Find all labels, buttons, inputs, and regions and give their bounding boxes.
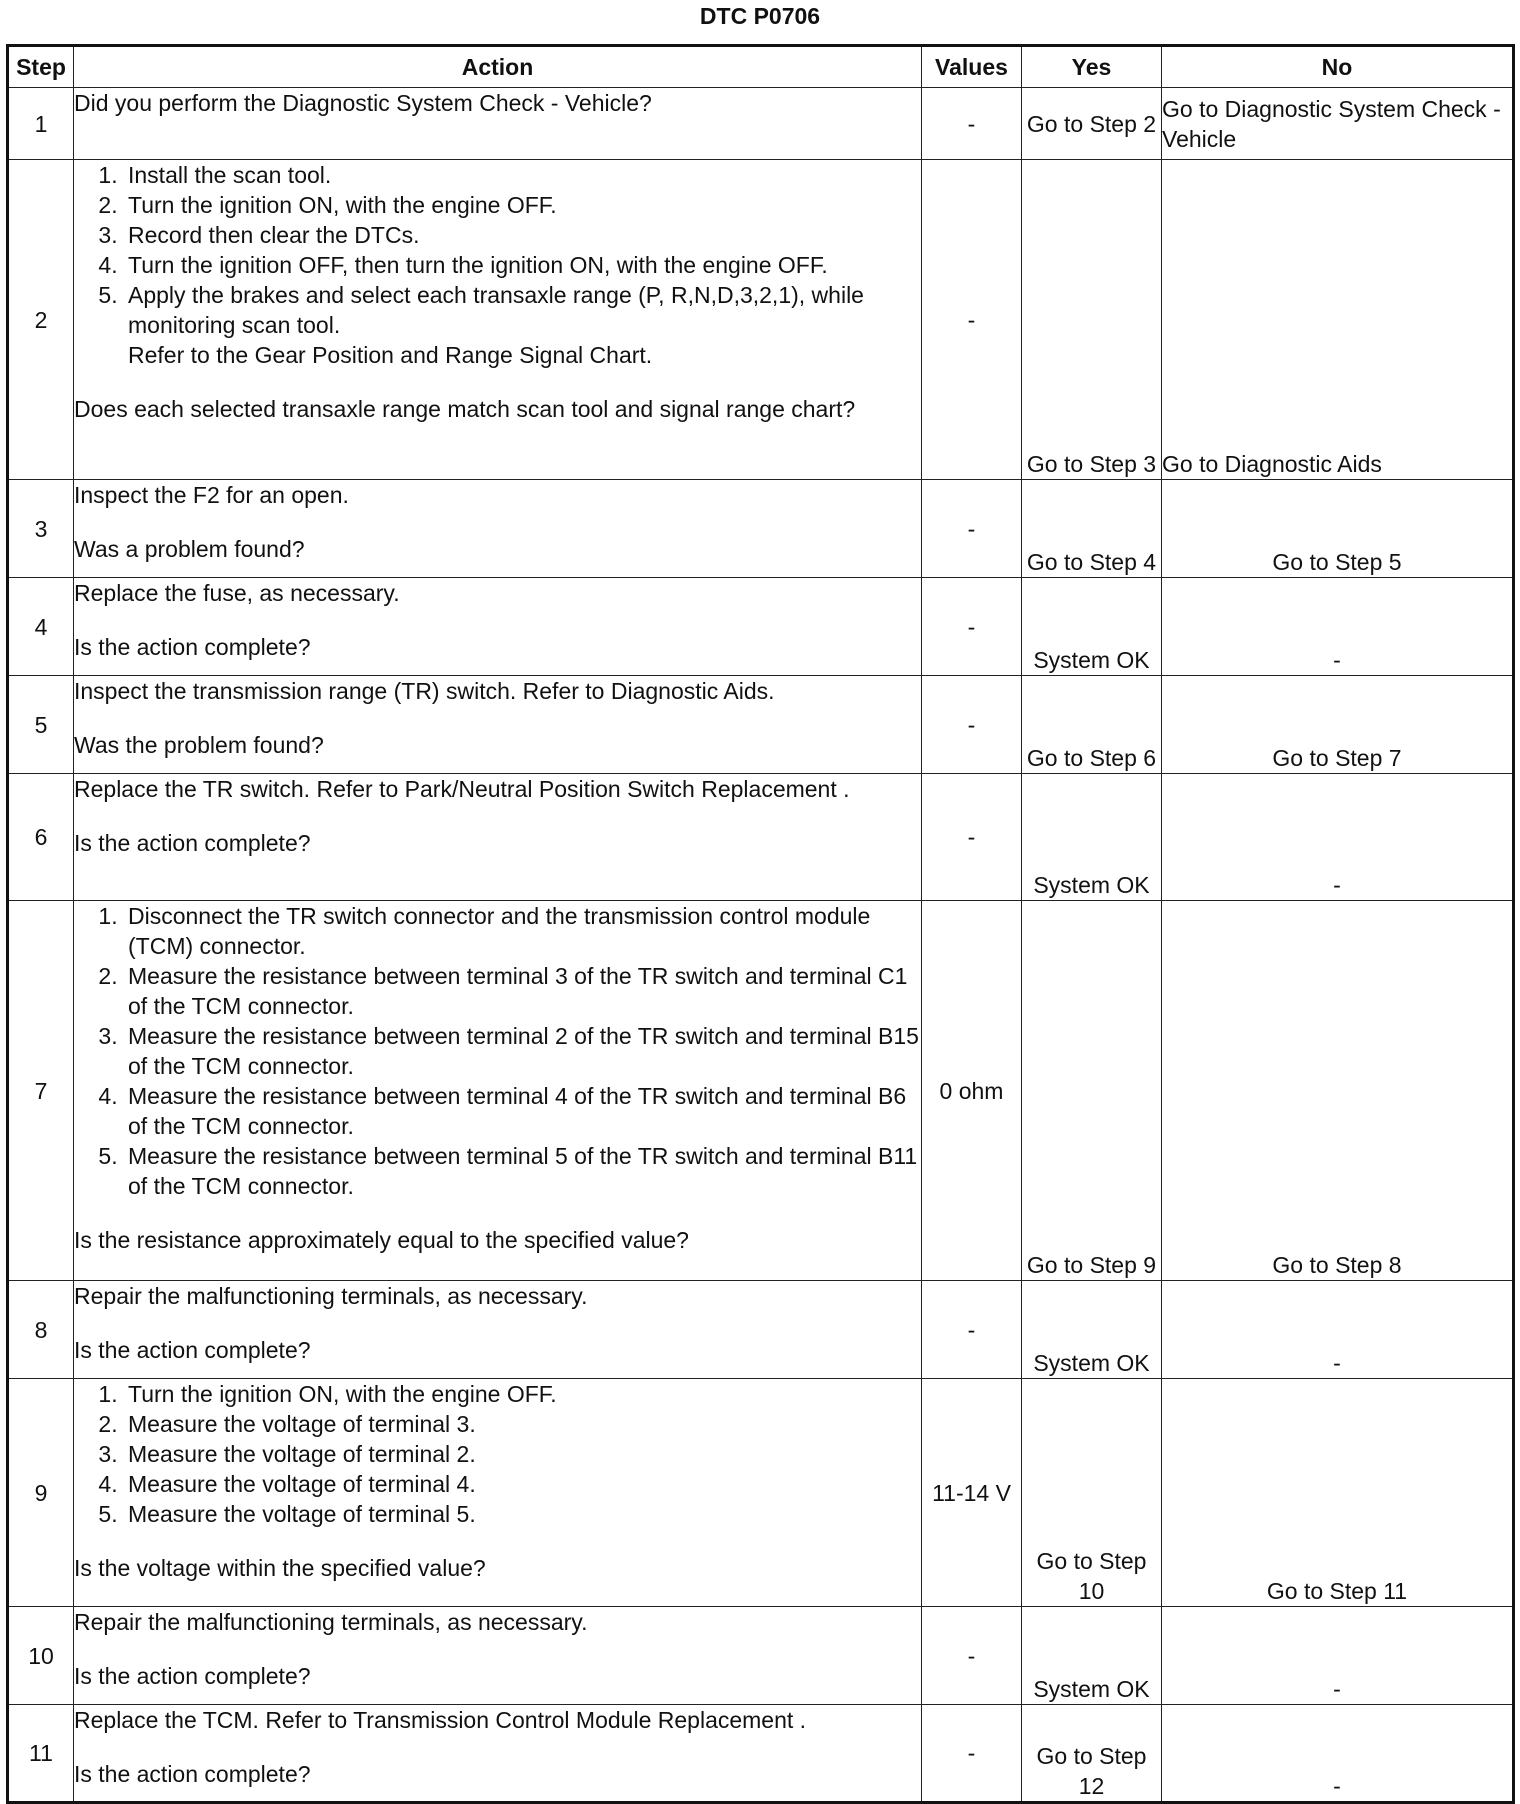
table-row bbox=[8, 88, 1514, 160]
action-text: Inspect the transmission range (TR) switch. Refer to Diagnostic Aids. bbox=[74, 678, 775, 704]
page-title: DTC P0706 bbox=[699, 3, 821, 29]
step-number: 5 bbox=[8, 676, 74, 774]
values-cell: - bbox=[922, 1705, 1022, 1803]
step-number: 9 bbox=[8, 1379, 74, 1607]
list-item: 3. Measure the resistance between terminal 2 of the TR switch and terminal B15 of the TCM connector. bbox=[124, 1021, 921, 1081]
yes-cell: System OK bbox=[1022, 578, 1162, 676]
list-item: 5. Apply the brakes and select each transaxle range (P, R,N,D,3,2,1), while monitoring scan tool. bbox=[124, 280, 921, 340]
values-cell: - bbox=[922, 88, 1022, 160]
action-text: Replace the fuse, as necessary. bbox=[74, 580, 400, 606]
values-cell: - bbox=[922, 774, 1022, 901]
action-cell bbox=[74, 1607, 922, 1705]
step-number: 2 bbox=[8, 160, 74, 480]
no-cell: Go to Step 8 bbox=[1162, 901, 1514, 1281]
header-values: Values bbox=[922, 46, 1022, 88]
action-text: Repair the malfunctioning terminals, as necessary. bbox=[74, 1283, 588, 1309]
values-cell: - bbox=[922, 1607, 1022, 1705]
action-cell bbox=[74, 480, 922, 578]
action-question: Is the action complete? bbox=[74, 830, 311, 856]
action-cell bbox=[74, 1379, 922, 1607]
action-steps-list bbox=[74, 160, 921, 340]
action-text: Repair the malfunctioning terminals, as necessary. bbox=[74, 1609, 588, 1635]
action-question: Does each selected transaxle range match scan tool and signal range chart? bbox=[74, 396, 856, 422]
list-item: 3. Record then clear the DTCs. bbox=[124, 220, 921, 250]
action-text: Replace the TR switch. Refer to Park/Neutral Position Switch Replacement . bbox=[74, 776, 850, 802]
table-row bbox=[8, 480, 1514, 578]
header-no: No bbox=[1162, 46, 1514, 88]
action-cell bbox=[74, 578, 922, 676]
table-row bbox=[8, 1379, 1514, 1607]
yes-cell: Go to Step 12 bbox=[1022, 1705, 1162, 1803]
action-cell bbox=[74, 1705, 922, 1803]
action-text: Inspect the F2 for an open. bbox=[74, 482, 349, 508]
yes-cell: Go to Step 6 bbox=[1022, 676, 1162, 774]
action-cell bbox=[74, 88, 922, 160]
action-cell bbox=[74, 1281, 922, 1379]
action-cell bbox=[74, 160, 922, 480]
action-question: Is the action complete? bbox=[74, 1337, 311, 1363]
table-row bbox=[8, 1705, 1514, 1803]
action-text: Did you perform the Diagnostic System Check - Vehicle? bbox=[74, 90, 652, 116]
action-cell bbox=[74, 774, 922, 901]
list-item: 5. Measure the resistance between terminal 5 of the TR switch and terminal B11 of the TCM connector. bbox=[124, 1141, 921, 1201]
table-row bbox=[8, 901, 1514, 1281]
action-steps-list bbox=[74, 1379, 921, 1529]
values-cell: - bbox=[922, 676, 1022, 774]
action-cell bbox=[74, 901, 922, 1281]
no-cell: - bbox=[1162, 1281, 1514, 1379]
yes-cell: Go to Step 4 bbox=[1022, 480, 1162, 578]
yes-cell: System OK bbox=[1022, 1281, 1162, 1379]
step-number: 1 bbox=[8, 88, 74, 160]
list-item: 2. Measure the voltage of terminal 3. bbox=[124, 1409, 921, 1439]
table-row bbox=[8, 1607, 1514, 1705]
table-row bbox=[8, 774, 1514, 901]
yes-cell: Go to Step 2 bbox=[1022, 88, 1162, 160]
step-number: 11 bbox=[8, 1705, 74, 1803]
list-item: 1. Install the scan tool. bbox=[124, 160, 921, 190]
action-steps-list bbox=[74, 901, 921, 1201]
action-question: Was a problem found? bbox=[74, 536, 305, 562]
step-number: 8 bbox=[8, 1281, 74, 1379]
values-cell: - bbox=[922, 480, 1022, 578]
no-cell: Go to Step 11 bbox=[1162, 1379, 1514, 1607]
step-number: 3 bbox=[8, 480, 74, 578]
yes-cell: Go to Step 10 bbox=[1022, 1379, 1162, 1607]
action-question: Is the action complete? bbox=[74, 634, 311, 660]
action-cell bbox=[74, 676, 922, 774]
table-row bbox=[8, 160, 1514, 480]
list-item: 4. Turn the ignition OFF, then turn the ignition ON, with the engine OFF. bbox=[124, 250, 921, 280]
list-item: 3. Measure the voltage of terminal 2. bbox=[124, 1439, 921, 1469]
action-question: Is the action complete? bbox=[74, 1761, 311, 1787]
action-text: Replace the TCM. Refer to Transmission Control Module Replacement . bbox=[74, 1707, 807, 1733]
header-yes: Yes bbox=[1022, 46, 1162, 88]
no-cell: Go to Diagnostic Aids bbox=[1162, 160, 1514, 480]
diagnostic-table bbox=[6, 44, 1515, 1804]
step-number: 6 bbox=[8, 774, 74, 901]
no-cell: - bbox=[1162, 1705, 1514, 1803]
yes-cell: System OK bbox=[1022, 774, 1162, 901]
list-item: 2. Measure the resistance between terminal 3 of the TR switch and terminal C1 of the TCM connector. bbox=[124, 961, 921, 1021]
list-item: 4. Measure the resistance between terminal 4 of the TR switch and terminal B6 of the TCM connector. bbox=[124, 1081, 921, 1141]
no-cell: - bbox=[1162, 1607, 1514, 1705]
list-item: 1. Disconnect the TR switch connector and the transmission control module (TCM) connector. bbox=[124, 901, 921, 961]
no-cell: Go to Step 7 bbox=[1162, 676, 1514, 774]
step-number: 10 bbox=[8, 1607, 74, 1705]
values-cell: - bbox=[922, 578, 1022, 676]
header-action: Action bbox=[74, 46, 922, 88]
values-cell: - bbox=[922, 160, 1022, 480]
no-cell: - bbox=[1162, 578, 1514, 676]
step-number: 7 bbox=[8, 901, 74, 1281]
step-number: 4 bbox=[8, 578, 74, 676]
action-note: Refer to the Gear Position and Range Signal Chart. bbox=[128, 342, 653, 368]
action-question: Is the action complete? bbox=[74, 1663, 311, 1689]
yes-cell: Go to Step 9 bbox=[1022, 901, 1162, 1281]
values-cell: - bbox=[922, 1281, 1022, 1379]
no-cell: Go to Diagnostic System Check - Vehicle bbox=[1162, 88, 1514, 160]
list-item: 2. Turn the ignition ON, with the engine OFF. bbox=[124, 190, 921, 220]
action-question: Was the problem found? bbox=[74, 732, 324, 758]
no-cell: - bbox=[1162, 774, 1514, 901]
yes-cell: Go to Step 3 bbox=[1022, 160, 1162, 480]
no-cell: Go to Step 5 bbox=[1162, 480, 1514, 578]
table-header-row bbox=[8, 46, 1514, 88]
list-item: 4. Measure the voltage of terminal 4. bbox=[124, 1469, 921, 1499]
action-question: Is the voltage within the specified value? bbox=[74, 1555, 486, 1581]
header-step: Step bbox=[8, 46, 74, 88]
table-row bbox=[8, 676, 1514, 774]
table-row bbox=[8, 578, 1514, 676]
values-cell: 11-14 V bbox=[922, 1379, 1022, 1607]
list-item: 1. Turn the ignition ON, with the engine OFF. bbox=[124, 1379, 921, 1409]
table-row bbox=[8, 1281, 1514, 1379]
values-cell: 0 ohm bbox=[922, 901, 1022, 1281]
action-question: Is the resistance approximately equal to the specified value? bbox=[74, 1227, 689, 1253]
list-item: 5. Measure the voltage of terminal 5. bbox=[124, 1499, 921, 1529]
yes-cell: System OK bbox=[1022, 1607, 1162, 1705]
